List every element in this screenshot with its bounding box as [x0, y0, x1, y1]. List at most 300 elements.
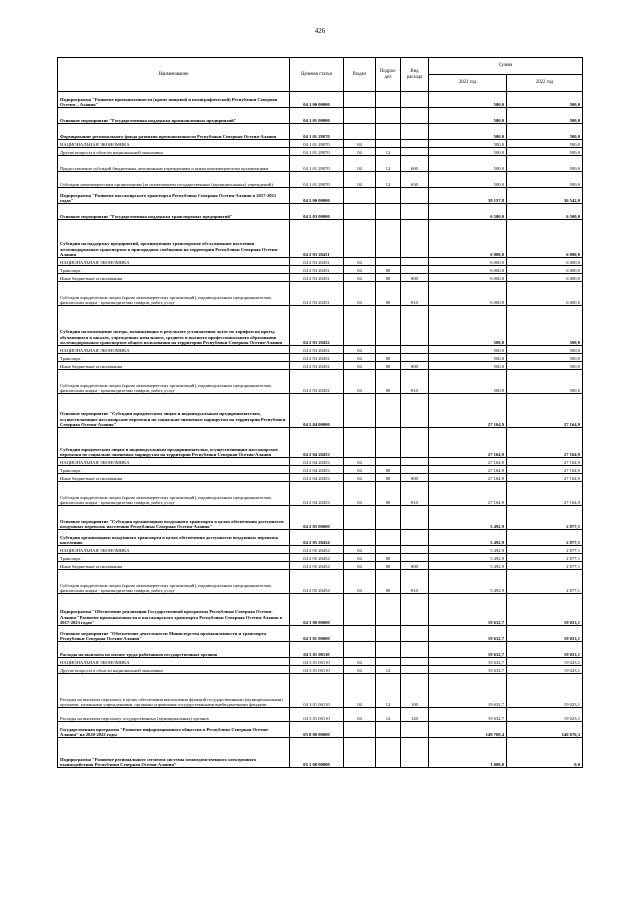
row-expense-type — [401, 108, 429, 124]
table-row — [58, 594, 583, 626]
row-name: НАЦИОНАЛЬНАЯ ЭКОНОМИКА — [58, 546, 290, 554]
row-expense-type — [401, 346, 429, 354]
row-target-code: 04 3 01 00110 — [290, 708, 344, 722]
row-sum-2021: 19 632,7 — [429, 594, 507, 626]
row-target-code: 04 2 03 20451 — [290, 266, 344, 274]
row-sum-2022: 6 000,0 — [507, 282, 583, 306]
row-target-code: 04 1 01 28070 — [290, 140, 344, 148]
row-section: 04 — [344, 258, 376, 266]
row-expense-type — [401, 626, 429, 642]
row-sum-2021: 500,0 — [429, 156, 507, 172]
row-target-code: 04 3 00 00000 — [290, 594, 344, 626]
row-section — [344, 530, 376, 546]
row-section — [344, 92, 376, 108]
row-subsection — [376, 188, 401, 204]
row-name: Транспорт — [58, 354, 290, 362]
row-name: Основное мероприятие "Субсидии организациям воздушного транспорта в целях обеспечения доступности воздушных перевозок населению Республики Северная Осетия-Алания" — [58, 506, 290, 530]
table-row — [58, 546, 583, 554]
row-sum-2022: 19 023,1 — [507, 666, 583, 674]
row-sum-2021: 5 492,9 — [429, 530, 507, 546]
row-expense-type — [401, 92, 429, 108]
row-subsection: 08 — [376, 474, 401, 482]
row-subsection — [376, 594, 401, 626]
row-target-code: 04 2 05 20454 — [290, 530, 344, 546]
row-expense-type — [401, 188, 429, 204]
row-name: Иные бюджетные ассигнования — [58, 274, 290, 282]
row-target-code: 05 1 00 00000 — [290, 738, 344, 768]
row-name: НАЦИОНАЛЬНАЯ ЭКОНОМИКА — [58, 658, 290, 666]
row-section — [344, 506, 376, 530]
row-section — [344, 220, 376, 258]
row-subsection — [376, 306, 401, 346]
row-section — [344, 738, 376, 768]
row-expense-type: 810 — [401, 282, 429, 306]
row-sum-2021: 500,0 — [429, 108, 507, 124]
table-row — [58, 124, 583, 140]
row-subsection: 08 — [376, 466, 401, 474]
row-name: Иные бюджетные ассигнования — [58, 362, 290, 370]
row-expense-type: 100 — [401, 674, 429, 708]
table-row — [58, 466, 583, 474]
row-name: Подпрограмма "Развитие регионального сегмента системы межведомственного электронного взаимодействия Республики Северная Осетия-Алания" — [58, 738, 290, 768]
row-section: 04 — [344, 346, 376, 354]
row-sum-2022: 19 023,1 — [507, 642, 583, 658]
row-target-code: 04 2 03 20452 — [290, 370, 344, 394]
row-sum-2022: 500,0 — [507, 354, 583, 362]
row-sum-2021: 6 500,0 — [429, 204, 507, 220]
row-subsection: 08 — [376, 282, 401, 306]
table-row — [58, 458, 583, 466]
row-target-code: 04 2 05 20454 — [290, 562, 344, 570]
row-sum-2021: 500,0 — [429, 172, 507, 188]
table-row — [58, 666, 583, 674]
row-sum-2021: 5 492,9 — [429, 570, 507, 594]
row-sum-2022: 500,0 — [507, 124, 583, 140]
row-target-code: 04 3 01 00000 — [290, 626, 344, 642]
row-sum-2022: 500,0 — [507, 156, 583, 172]
row-target-code: 04 2 03 20452 — [290, 306, 344, 346]
row-sum-2021: 19 632,7 — [429, 708, 507, 722]
row-name: Иные бюджетные ассигнования — [58, 562, 290, 570]
row-expense-type — [401, 666, 429, 674]
row-sum-2021: 500,0 — [429, 140, 507, 148]
row-sum-2022: 2 877,1 — [507, 546, 583, 554]
table-row — [58, 266, 583, 274]
row-sum-2021: 27 164,9 — [429, 458, 507, 466]
row-target-code: 04 2 03 20451 — [290, 220, 344, 258]
row-expense-type — [401, 546, 429, 554]
row-subsection: 12 — [376, 674, 401, 708]
row-section: 04 — [344, 466, 376, 474]
row-expense-type: 120 — [401, 708, 429, 722]
table-row — [58, 274, 583, 282]
row-subsection — [376, 642, 401, 658]
row-section — [344, 722, 376, 738]
row-sum-2022: 500,0 — [507, 92, 583, 108]
row-expense-type — [401, 306, 429, 346]
row-target-code: 04 2 04 20453 — [290, 482, 344, 506]
row-section: 04 — [344, 148, 376, 156]
row-name: Подпрограмма "Обеспечение реализации Государственной программы Республики Северная Осетия-Алания "Развитие промышленности и пассажирского транспорта Республики Северная Осетия-Алания в 2017-2023 годах" — [58, 594, 290, 626]
header-section: Раздел — [344, 58, 376, 92]
row-sum-2022: 6 000,0 — [507, 220, 583, 258]
row-expense-type: 630 — [401, 172, 429, 188]
row-sum-2021: 149 769,4 — [429, 722, 507, 738]
row-expense-type — [401, 204, 429, 220]
row-sum-2022: 500,0 — [507, 172, 583, 188]
row-section: 04 — [344, 370, 376, 394]
table-row — [58, 506, 583, 530]
row-section: 04 — [344, 156, 376, 172]
row-sum-2022: 19 023,1 — [507, 658, 583, 666]
table-row — [58, 394, 583, 428]
row-sum-2021: 39 157,8 — [429, 188, 507, 204]
header-sum: Сумма — [429, 58, 583, 75]
row-name: Расходы на выплаты по оплате труда работников государственных органов — [58, 642, 290, 658]
row-section: 04 — [344, 546, 376, 554]
row-subsection — [376, 626, 401, 642]
row-target-code: 04 1 01 28070 — [290, 124, 344, 140]
row-name: Субсидии юридическим лицам (кроме некоммерческих организаций), индивидуальным предпринимателям, физическим лицам - производителям товаров, работ, услуг — [58, 370, 290, 394]
row-subsection — [376, 546, 401, 554]
row-sum-2022: 27 164,9 — [507, 474, 583, 482]
row-target-code: 04 3 01 00110 — [290, 642, 344, 658]
table-row — [58, 570, 583, 594]
table-row — [58, 474, 583, 482]
row-subsection — [376, 92, 401, 108]
row-target-code: 04 2 05 20454 — [290, 554, 344, 562]
header-year-2022: 2022 год — [507, 75, 583, 92]
row-expense-type — [401, 266, 429, 274]
row-section — [344, 428, 376, 458]
row-subsection — [376, 124, 401, 140]
row-sum-2021: 6 000,0 — [429, 258, 507, 266]
row-sum-2021: 27 164,9 — [429, 428, 507, 458]
row-name: Субсидии юридическим лицам (кроме некоммерческих организаций), индивидуальным предпринимателям, физическим лицам - производителям товаров, работ, услуг — [58, 482, 290, 506]
table-body — [58, 92, 583, 768]
row-section: 04 — [344, 140, 376, 148]
row-subsection — [376, 658, 401, 666]
row-sum-2021: 19 632,7 — [429, 666, 507, 674]
row-name: Расходы на выплаты персоналу государственных (муниципальных) органов — [58, 708, 290, 722]
row-expense-type — [401, 354, 429, 362]
row-sum-2021: 6 000,0 — [429, 274, 507, 282]
table-row — [58, 362, 583, 370]
table-row — [58, 642, 583, 658]
row-name: НАЦИОНАЛЬНАЯ ЭКОНОМИКА — [58, 346, 290, 354]
row-sum-2021: 1 000,0 — [429, 738, 507, 768]
row-target-code: 04 1 01 00000 — [290, 108, 344, 124]
row-expense-type: 800 — [401, 362, 429, 370]
row-subsection: 12 — [376, 156, 401, 172]
row-name: Подпрограмма "Развитие промышленности (кроме пищевой и полиграфической) Республики Северная Осетия – Алания" — [58, 92, 290, 108]
row-section: 04 — [344, 354, 376, 362]
row-target-code: 04 3 01 00110 — [290, 666, 344, 674]
table-row — [58, 92, 583, 108]
row-sum-2021: 5 492,9 — [429, 506, 507, 530]
row-expense-type — [401, 642, 429, 658]
row-name: Основное мероприятие "Государственная поддержка промышленных предприятий" — [58, 108, 290, 124]
row-name: Субсидии юридическим лицам и индивидуальным предпринимателям, осуществляющим пассажирские перевозки по социально-значимым маршрутам на территории Республики Северная Осетия-Алания — [58, 428, 290, 458]
row-section — [344, 594, 376, 626]
row-subsection — [376, 204, 401, 220]
row-subsection: 12 — [376, 172, 401, 188]
table-row — [58, 204, 583, 220]
row-name: Другие вопросы в области национальной экономики — [58, 148, 290, 156]
row-section: 04 — [344, 282, 376, 306]
row-sum-2021: 500,0 — [429, 124, 507, 140]
row-sum-2022: 500,0 — [507, 148, 583, 156]
row-section: 04 — [344, 554, 376, 562]
row-target-code: 04 2 00 00000 — [290, 188, 344, 204]
row-sum-2021: 500,0 — [429, 346, 507, 354]
row-sum-2021: 19 632,7 — [429, 626, 507, 642]
row-subsection — [376, 140, 401, 148]
row-target-code: 04 2 04 20453 — [290, 458, 344, 466]
row-expense-type: 800 — [401, 474, 429, 482]
row-name: Основное мероприятие "Субсидии юридическим лицам и индивидуальным предпринимателям, осуществляющим пассажирские перевозки по социально-значимым маршрутам на территории Республики Северная Осетия-Алания" — [58, 394, 290, 428]
page-number: 426 — [314, 27, 326, 35]
row-subsection: 08 — [376, 562, 401, 570]
row-sum-2021: 6 000,0 — [429, 282, 507, 306]
row-subsection — [376, 530, 401, 546]
row-section — [344, 394, 376, 428]
row-expense-type — [401, 258, 429, 266]
row-subsection: 08 — [376, 354, 401, 362]
row-subsection — [376, 220, 401, 258]
row-target-code: 04 3 01 00110 — [290, 674, 344, 708]
row-section — [344, 204, 376, 220]
table-row — [58, 482, 583, 506]
row-target-code: 04 1 01 28070 — [290, 148, 344, 156]
row-subsection: 08 — [376, 482, 401, 506]
row-section: 04 — [344, 708, 376, 722]
row-name: Иные бюджетные ассигнования — [58, 474, 290, 482]
row-name: Субсидии на возмещение потерь, возникающих в результате установления льгот по тарифам на проезд обучающихся в школах, учреждениях начального, среднего и высшего профессионального образования железнодорожным транспортом общего пользования на территории Республики Северная Осетия-Алания — [58, 306, 290, 346]
row-subsection: 08 — [376, 570, 401, 594]
row-target-code: 04 2 05 00000 — [290, 506, 344, 530]
row-sum-2022: 6 500,0 — [507, 204, 583, 220]
row-name: Государственная программа "Развитие информационного общества в Республике Северная Осетия-Алания" на 2020-2022 годы — [58, 722, 290, 738]
table-row — [58, 188, 583, 204]
row-name: Расходы на выплаты персоналу в целях обеспечения выполнения функций государственными (муниципальными) органами, казенными учреждениями, органами управления государственными внебюджетными фондами — [58, 674, 290, 708]
row-subsection — [376, 258, 401, 266]
row-name: НАЦИОНАЛЬНАЯ ЭКОНОМИКА — [58, 258, 290, 266]
row-section: 04 — [344, 658, 376, 666]
row-sum-2021: 500,0 — [429, 306, 507, 346]
table-row — [58, 554, 583, 562]
row-sum-2022: 27 164,9 — [507, 466, 583, 474]
table-row — [58, 346, 583, 354]
row-expense-type — [401, 594, 429, 626]
row-name: Транспорт — [58, 266, 290, 274]
row-sum-2022: 2 877,1 — [507, 562, 583, 570]
row-target-code: 04 1 00 00000 — [290, 92, 344, 108]
row-subsection: 12 — [376, 708, 401, 722]
row-name: Субсидии юридическим лицам (кроме некоммерческих организаций), индивидуальным предпринимателям, физическим лицам - производителям товаров, работ, услуг — [58, 282, 290, 306]
row-target-code: 04 3 01 00110 — [290, 658, 344, 666]
row-subsection: 12 — [376, 148, 401, 156]
header-name: Наименование — [58, 58, 290, 92]
table-row — [58, 738, 583, 768]
row-name: Транспорт — [58, 554, 290, 562]
table-row — [58, 722, 583, 738]
row-expense-type — [401, 466, 429, 474]
row-expense-type: 810 — [401, 482, 429, 506]
row-expense-type — [401, 220, 429, 258]
row-sum-2021: 27 164,9 — [429, 466, 507, 474]
row-subsection: 08 — [376, 370, 401, 394]
row-sum-2022: 27 164,9 — [507, 482, 583, 506]
table-row — [58, 428, 583, 458]
row-target-code: 04 2 03 20452 — [290, 362, 344, 370]
table-row — [58, 674, 583, 708]
table-row — [58, 282, 583, 306]
row-sum-2022: 27 164,9 — [507, 428, 583, 458]
row-sum-2021: 500,0 — [429, 148, 507, 156]
row-sum-2022: 2 877,1 — [507, 506, 583, 530]
row-sum-2021: 6 000,0 — [429, 220, 507, 258]
row-target-code: 04 1 01 28070 — [290, 172, 344, 188]
row-sum-2022: 19 023,1 — [507, 708, 583, 722]
row-name: Основное мероприятие "Обеспечение деятельности Министерства промышленности и транспорта Республики Северная Осетия-Алания" — [58, 626, 290, 642]
row-target-code: 04 2 03 20451 — [290, 274, 344, 282]
row-expense-type — [401, 124, 429, 140]
row-subsection — [376, 506, 401, 530]
row-section: 04 — [344, 674, 376, 708]
row-name: Субсидии организациям воздушного транспорта в целях обеспечения доступности воздушных перевозок населению — [58, 530, 290, 546]
row-section: 04 — [344, 458, 376, 466]
row-subsection: 08 — [376, 274, 401, 282]
row-target-code: 04 2 03 20451 — [290, 258, 344, 266]
table-row — [58, 156, 583, 172]
row-sum-2021: 500,0 — [429, 370, 507, 394]
row-sum-2021: 19 632,7 — [429, 674, 507, 708]
row-section — [344, 306, 376, 346]
row-sum-2022: 2 877,1 — [507, 530, 583, 546]
row-sum-2022: 500,0 — [507, 306, 583, 346]
row-target-code: 04 1 01 28070 — [290, 156, 344, 172]
row-sum-2021: 27 164,9 — [429, 482, 507, 506]
row-section: 04 — [344, 362, 376, 370]
row-expense-type — [401, 722, 429, 738]
row-sum-2022: 27 164,9 — [507, 394, 583, 428]
row-sum-2022: 2 877,1 — [507, 570, 583, 594]
row-name: Субсидии юридическим лицам (кроме некоммерческих организаций), индивидуальным предпринимателям, физическим лицам - производителям товаров, работ, услуг — [58, 570, 290, 594]
row-subsection: 12 — [376, 666, 401, 674]
row-expense-type — [401, 140, 429, 148]
row-name: НАЦИОНАЛЬНАЯ ЭКОНОМИКА — [58, 140, 290, 148]
table-row — [58, 172, 583, 188]
row-sum-2021: 500,0 — [429, 362, 507, 370]
header-subsection: Подраз-дел — [376, 58, 401, 92]
row-expense-type: 810 — [401, 570, 429, 594]
table-row — [58, 708, 583, 722]
row-subsection — [376, 394, 401, 428]
row-subsection: 08 — [376, 554, 401, 562]
row-sum-2021: 500,0 — [429, 354, 507, 362]
row-name: Предоставление субсидий бюджетным, автономным учреждениям и иным некоммерческим организациям — [58, 156, 290, 172]
row-name: Основное мероприятие "Государственная поддержка транспортных предприятий" — [58, 204, 290, 220]
row-target-code: 05 0 00 00000 — [290, 722, 344, 738]
row-section — [344, 642, 376, 658]
row-subsection — [376, 346, 401, 354]
row-sum-2022: 6 000,0 — [507, 258, 583, 266]
row-expense-type — [401, 530, 429, 546]
row-sum-2022: 500,0 — [507, 362, 583, 370]
row-sum-2021: 19 632,7 — [429, 642, 507, 658]
row-sum-2022: 19 023,1 — [507, 626, 583, 642]
row-sum-2021: 27 164,9 — [429, 394, 507, 428]
row-target-code: 04 2 03 20451 — [290, 282, 344, 306]
row-section: 04 — [344, 474, 376, 482]
row-expense-type — [401, 506, 429, 530]
row-expense-type — [401, 658, 429, 666]
row-section — [344, 124, 376, 140]
row-section: 04 — [344, 562, 376, 570]
row-expense-type — [401, 738, 429, 768]
table-row — [58, 140, 583, 148]
row-target-code: 04 2 05 20454 — [290, 546, 344, 554]
row-name: Подпрограмма "Развитие пассажирского транспорта Республики Северная Осетия-Алания в 2017-2021 годах" — [58, 188, 290, 204]
row-sum-2022: 140 676,3 — [507, 722, 583, 738]
row-sum-2022: 19 023,1 — [507, 674, 583, 708]
row-target-code: 04 2 04 20453 — [290, 466, 344, 474]
row-section — [344, 108, 376, 124]
row-sum-2022: 500,0 — [507, 108, 583, 124]
table-row — [58, 562, 583, 570]
row-subsection — [376, 722, 401, 738]
row-section: 04 — [344, 172, 376, 188]
table-row — [58, 626, 583, 642]
header-code: Целевая статья — [290, 58, 344, 92]
row-target-code: 04 2 04 00000 — [290, 394, 344, 428]
row-sum-2021: 5 492,9 — [429, 562, 507, 570]
row-name: Формирование регионального фонда развития промышленности Республики Северная Осетия-Алания — [58, 124, 290, 140]
row-target-code: 04 2 03 00000 — [290, 204, 344, 220]
table-row — [58, 530, 583, 546]
table-row — [58, 370, 583, 394]
row-expense-type — [401, 554, 429, 562]
row-sum-2021: 5 492,9 — [429, 554, 507, 562]
row-target-code: 04 2 04 20453 — [290, 428, 344, 458]
row-expense-type — [401, 394, 429, 428]
row-expense-type: 600 — [401, 156, 429, 172]
table-row — [58, 148, 583, 156]
row-sum-2021: 5 492,9 — [429, 546, 507, 554]
row-name: Другие вопросы в области национальной экономики — [58, 666, 290, 674]
table-row — [58, 658, 583, 666]
header-expense-type: Вид расхода — [401, 58, 429, 92]
row-sum-2022: 6 000,0 — [507, 266, 583, 274]
row-section: 04 — [344, 666, 376, 674]
row-sum-2022: 500,0 — [507, 370, 583, 394]
row-sum-2022: 6 000,0 — [507, 274, 583, 282]
row-subsection — [376, 428, 401, 458]
row-expense-type: 800 — [401, 274, 429, 282]
row-sum-2022: 500,0 — [507, 140, 583, 148]
row-name: НАЦИОНАЛЬНАЯ ЭКОНОМИКА — [58, 458, 290, 466]
header-year-2021: 2021 год — [429, 75, 507, 92]
row-target-code: 04 2 03 20452 — [290, 354, 344, 362]
row-sum-2021: 27 164,9 — [429, 474, 507, 482]
row-section — [344, 626, 376, 642]
row-sum-2022: 27 164,9 — [507, 458, 583, 466]
row-section: 04 — [344, 570, 376, 594]
row-subsection — [376, 458, 401, 466]
row-section — [344, 188, 376, 204]
row-sum-2021: 6 000,0 — [429, 266, 507, 274]
